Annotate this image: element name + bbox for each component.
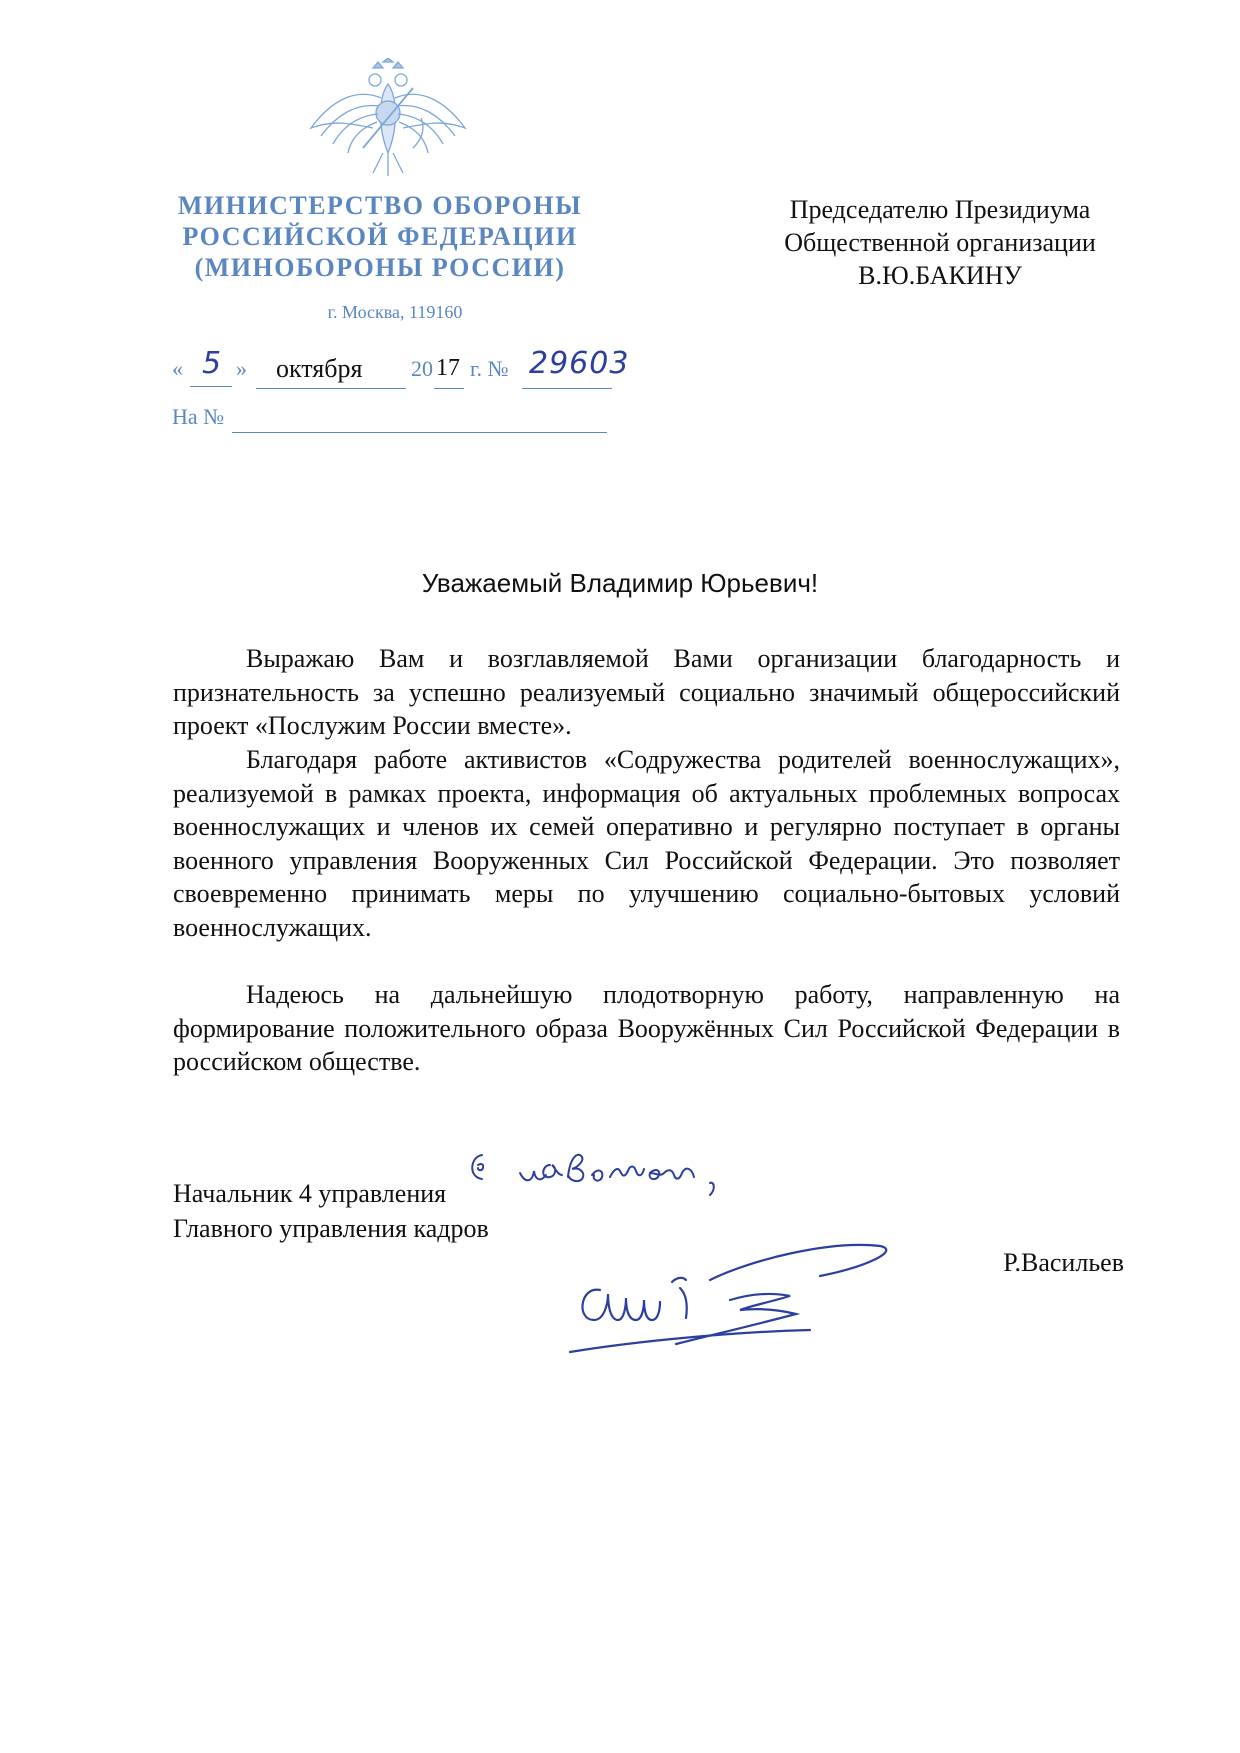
- day-handwritten: 5: [202, 346, 222, 381]
- reference-line: [232, 404, 607, 433]
- signatory-title-line: Главного управления кадров: [173, 1214, 489, 1243]
- year-suffix: 17: [436, 355, 460, 381]
- ministry-line: МИНИСТЕРСТВО ОБОРОНЫ: [177, 191, 583, 220]
- greeting: Уважаемый Владимир Юрьевич!: [421, 568, 819, 598]
- year-number-label: г. №: [470, 356, 509, 381]
- body-paragraph: Надеюсь на дальнейшую плодотворную работу, направленную на формирование положительного образа Вооружённых Сил Российской Федерации в российском обществе.: [173, 980, 1120, 1077]
- reference-number-line: [172, 404, 612, 434]
- ministry-line: РОССИЙСКОЙ ФЕДЕРАЦИИ: [182, 222, 578, 251]
- body-paragraph: Выражаю Вам и возглавляемой Вами организации благодарность и признательность за успешно реализуемый социально значимый общероссийский проект «Послужим России вместе».: [173, 644, 1120, 741]
- addressee-block: [740, 193, 1140, 292]
- ministry-line: (МИНОБОРОНЫ РОССИИ): [194, 253, 566, 282]
- addressee-line: Общественной организации: [784, 228, 1096, 257]
- close-quote: »: [236, 356, 247, 381]
- body-paragraph: Благодаря работе активистов «Содружества родителей военнослужащих», реализуемой в рамках проекта, информация об актуальных проблемных вопросах военнослужащих и членов их семей оперативно и регулярно поступает в органы военного управления Вооруженных Сил Российской Федерации. Это позволяет своевременно принимать меры по улучшению социально-бытовых условий военнослужащих.: [173, 745, 1120, 942]
- year-prefix: 20: [411, 356, 433, 381]
- signatory-name: Р.Васильев: [1003, 1248, 1124, 1277]
- ministry-name-block: [170, 190, 590, 283]
- open-quote: «: [172, 356, 183, 381]
- reference-label: На №: [172, 404, 225, 429]
- signatory-title-line: Начальник 4 управления: [173, 1179, 447, 1208]
- signatory-title: [173, 1176, 489, 1246]
- month-typed: октября: [276, 354, 363, 383]
- double-headed-eagle-emblem-icon: [303, 58, 473, 178]
- date-number-block: [172, 348, 672, 388]
- handwritten-closing: [460, 1135, 760, 1205]
- addressee-line: Председателю Президиума: [789, 195, 1091, 224]
- addressee-line: В.Ю.БАКИНУ: [858, 261, 1022, 290]
- city-address: г. Москва, 119160: [327, 302, 463, 322]
- number-handwritten: 29603: [529, 346, 630, 381]
- handwritten-signature: [560, 1230, 920, 1360]
